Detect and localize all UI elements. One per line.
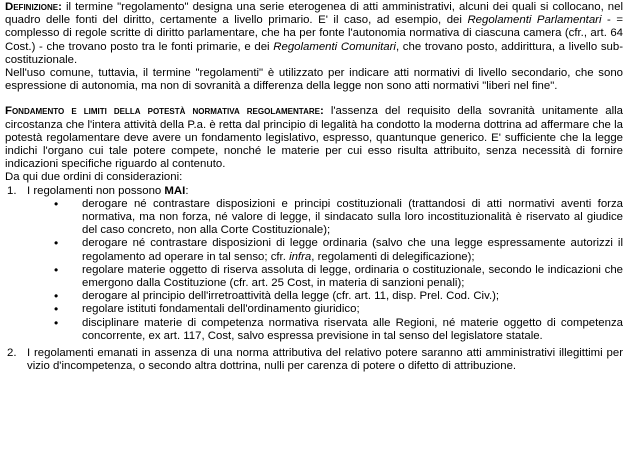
- list-item: • derogare al principio dell'irretroattività della legge (cfr. art. 11, disp. Prel. Cod. Civ.);: [27, 290, 623, 303]
- list-item: • regolare materie oggetto di riserva assoluta di legge, ordinaria o costituzionale, secondo le indicazioni che emergono dalla Costituzione (cfr. art. 25 Cost, in materia di sanzioni penali);: [27, 264, 623, 290]
- bullet-2-tail: , regolamenti di delegificazione);: [311, 250, 475, 263]
- list-number-2: 2.: [7, 347, 17, 360]
- bullet-2-italic: infra: [289, 250, 312, 263]
- list-item-2-text: I regolamenti emanati in assenza di una norma attributiva del relativo potere saranno atti amministrativi illegittimi per vizio d'incompetenza, o secondo altra dottrina, nulli per carenza di potere o difetto di attribuzione.: [27, 347, 623, 373]
- definition-italic-2: Regolamenti Comunitari: [273, 40, 396, 53]
- definition-text-2: - = complesso di regole scritte di diritto parlamentare, che ha per fonte l'autonomia normativa di ciascuna camera (cfr., art. 64 Cost.) - che trovano posto tra le fonti primarie, e dei: [5, 14, 623, 53]
- definition-text-1: il termine "regolamento" designa una serie eterogenea di atti amministrativi, alcuni dei quali si collocano, nel quadro delle fonti del diritto, certamente a livello primario. E' il caso, ad esempio, dei: [5, 1, 623, 27]
- list-item-1-text: I regolamenti non possono: [27, 184, 165, 197]
- foundation-label: Fondamento e limiti della potestà normativa regolamentare:: [5, 105, 324, 118]
- list-item: • disciplinare materie di competenza normativa riservata alle Regioni, né materie oggetto di competenza concorrente, ex art. 117, Cost, salvo espressa previsione in tal senso del legislatore statale.: [27, 317, 623, 343]
- considerations-list: [5, 185, 623, 374]
- limits-bullet-list: [27, 198, 623, 343]
- list-item-1: [5, 185, 623, 343]
- spacer: [5, 93, 623, 105]
- definition-text-3: , che trovano posto, addirittura, a livello sub-costituzionale.: [5, 40, 623, 66]
- definition-italic-1: Regolamenti Parlamentari: [467, 14, 602, 27]
- common-usage-paragraph: Nell'uso comune, tuttavia, il termine "regolamenti" è utilizzato per indicare atti normativi di livello secondario, che sono espressione di autonomia, ma non di sovranità a differenza della legge non sono atti normativi "liberi nel fine".: [5, 67, 623, 93]
- foundation-paragraph: [5, 105, 623, 171]
- list-item: • regolare istituti fondamentali dell'ordinamento giuridico;: [27, 303, 623, 316]
- foundation-text: l'assenza del requisito della sovranità unitamente alla circostanza che l'intera attività della P.a. è retta dal principio di legalità ha condotto la moderna dottrina ad affermare che la potestà regolamentare deve avere un fondamento legislativo, espresso, quantunque generico. E' sufficiente che la legge indichi l'organo cui tale potere compete, nonché le materie per cui esso risulta attribuito, senza necessità di fornire indicazioni specifiche riguardo al contenuto.: [5, 105, 623, 171]
- list-item-1-colon: :: [185, 184, 189, 197]
- definition-label: Definizione:: [5, 1, 62, 13]
- definition-paragraph: [5, 1, 623, 67]
- list-number-1: 1.: [7, 184, 17, 197]
- bullet-2-text: derogare né contrastare disposizioni di legge ordinaria (salvo che una legge espressamente autorizzi il regolamento ad operare in tal senso; cfr.: [82, 237, 623, 263]
- list-item-1-bold: MAI: [164, 184, 186, 197]
- list-item: [27, 237, 623, 263]
- list-item: • derogare né contrastare disposizioni e principi costituzionali (trattandosi di atti normativi aventi forza normativa, ma non forza, né valore di legge, il sindacato sulla loro incostituzionalità è riservato al giudice del caso concreto, non alla Corte Costituzionale);: [27, 198, 623, 238]
- considerations-intro: Da qui due ordini di considerazioni:: [5, 171, 183, 184]
- list-item-2: [5, 347, 623, 373]
